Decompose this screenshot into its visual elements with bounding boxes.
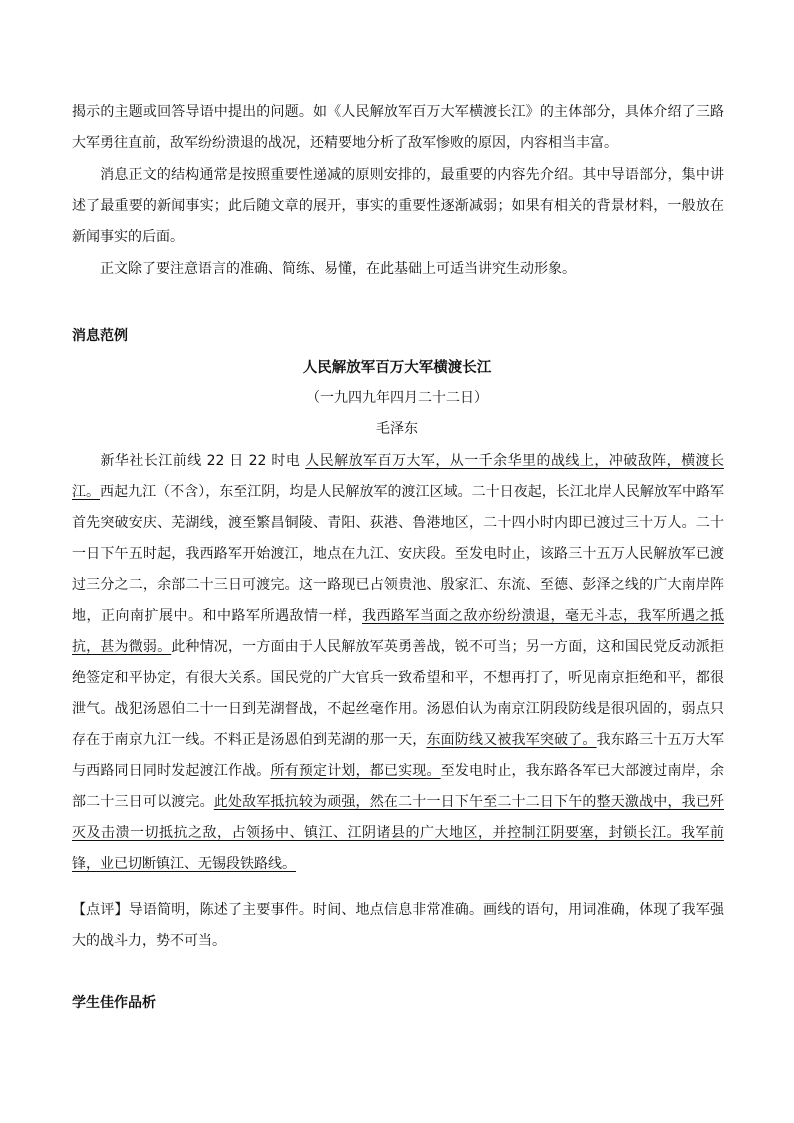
- intro-paragraph-3-text: 正文除了要注意语言的准确、简练、易懂，在此基础上可适当讲究生动形象。: [100, 261, 576, 277]
- section-heading-student-work: 学生佳作品析: [72, 995, 156, 1011]
- article-body: [72, 446, 724, 880]
- intro-paragraph-3: [72, 254, 724, 285]
- comment-text: 导语简明，陈述了主要事件。时间、地点信息非常准确。画线的语句，用词准确，体现了我军强大的战斗力，势不可当。: [72, 902, 725, 949]
- article-title: 人民解放军百万大军横渡长江: [302, 360, 492, 376]
- underlined-sentence: 人民解放军百万大军，从一千余华里的战线上，冲破敌阵，横渡长江。: [72, 453, 724, 500]
- body-segment: 我东路三十五万大军与西路同日同时发起渡江作战。: [72, 732, 725, 779]
- body-segment: 新华社长江前线 22 日 22 时电: [100, 453, 306, 469]
- body-segment: 至发电时止，我东路各军已大部渡过南岸，余部二十三日可以渡完。: [72, 763, 725, 810]
- underlined-sentence: 我西路军当面之敌亦纷纷溃退，毫无斗志，我军所遇之抵抗，甚为微弱。: [72, 608, 724, 655]
- comment-paragraph: [72, 895, 724, 957]
- intro-paragraph-2: [72, 160, 724, 253]
- comment-label: 【点评】: [72, 902, 129, 918]
- article-author: 毛泽东: [376, 421, 418, 437]
- intro-paragraph-1: 揭示的主题或回答导语中提出的问题。如《人民解放军百万大军横渡长江》的主体部分，具体介绍了三路大军勇往直前，敌军纷纷溃退的战况，还精要地分析了敌军惨败的原因，内容相当丰富。: [72, 104, 724, 151]
- body-segment: 此种情况，一方面由于人民解放军英勇善战，锐不可当；另一方面，这和国民党反动派拒绝签定和平协定，有很大关系。国民党的广大官兵一致希望和平，不想再打了，听见南京拒绝和平，都很泄气。战犯汤恩伯二十一日到芜湖督战，不起丝毫作用。汤恩伯认为南京江阴段防线是很巩固的，弱点只存在于南京九江一线。不料正是汤恩伯到芜湖的那一天，: [72, 639, 725, 748]
- underlined-sentence: 此处敌军抵抗较为顽强，然在二十一日下午至二十二日下午的整天激战中，我已歼灭及击溃一切抵抗之敌，占领扬中、镇江、江阴诸县的广大地区，并控制江阴要塞，封锁长江。我军前锋，业已切断镇江、无锡段铁路线。: [72, 794, 725, 872]
- intro-paragraph-2-text: 消息正文的结构通常是按照重要性递减的原则安排的，最重要的内容先介绍。其中导语部分，集中讲述了最重要的新闻事实；此后随文章的展开，事实的重要性逐渐减弱；如果有相关的背景材料，一般放在新闻事实的后面。: [72, 167, 724, 245]
- underlined-sentence: 东面防线又被我军突破了。: [426, 732, 597, 748]
- section-heading-example: 消息范例: [72, 328, 128, 344]
- body-segment: 西起九江（不含），东至江阴，均是人民解放军的渡江区域。二十日夜起，长江北岸人民解放军中路军首先突破安庆、芜湖线，渡至繁昌铜陵、青阳、荻港、鲁港地区，二十四小时内即已渡过三十万人。二十一日下午五时起，我西路军开始渡江，地点在九江、安庆段。至发电时止，该路三十五万人民解放军已渡过三分之二，余部二十三日可渡完。这一路现已占领贵池、殷家汇、东流、至德、彭泽之线的广大南岸阵地，正向南扩展中。和中路军所遇敌情一样，: [72, 484, 725, 624]
- article-date: （一九四九年四月二十二日）: [306, 390, 488, 406]
- underlined-sentence: 所有预定计划，都已实现。: [270, 763, 441, 779]
